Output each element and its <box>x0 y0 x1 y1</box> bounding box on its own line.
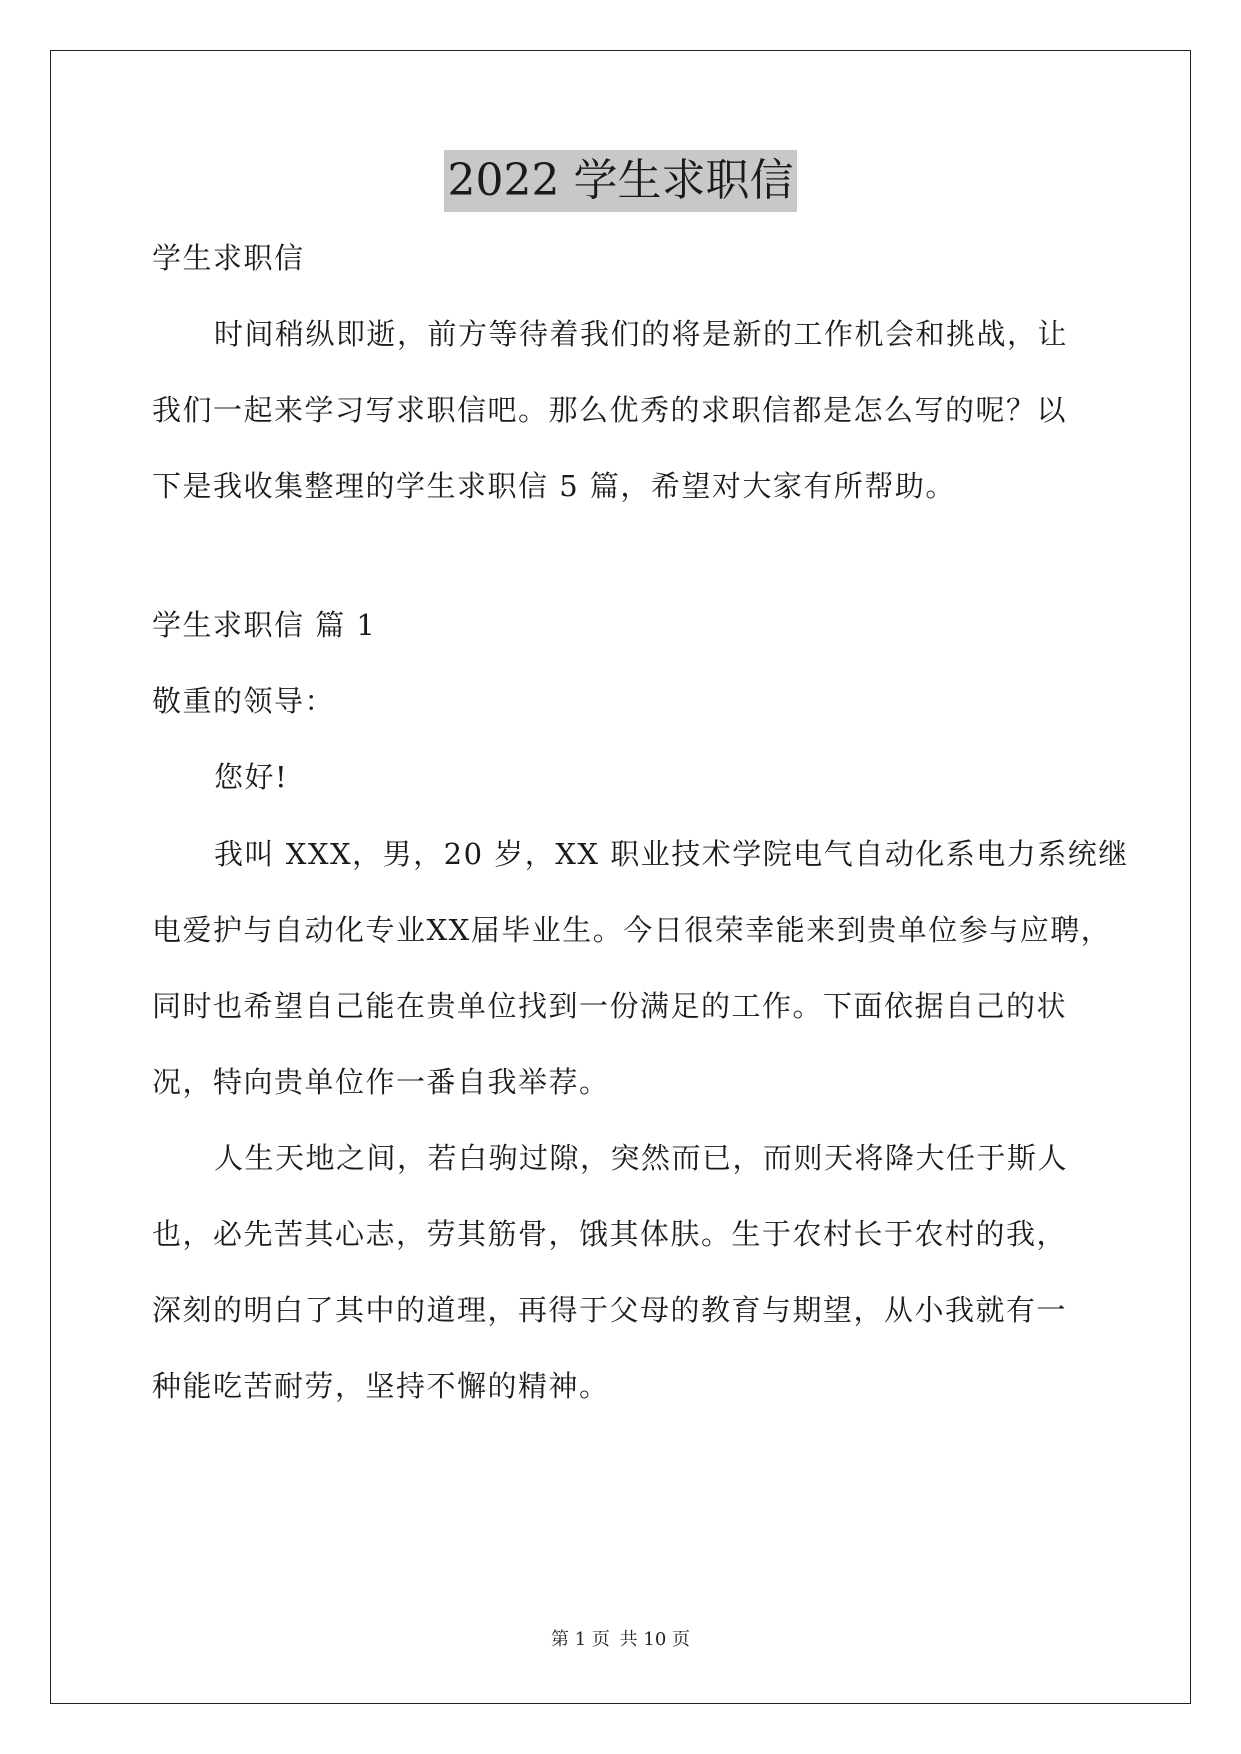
paragraph-line: 我叫 XXX，男，20 岁，XX 职业技术学院电气自动化系电力系统继 <box>214 837 1129 871</box>
paragraph-line: 电爱护与自动化专业XX届毕业生。今日很荣幸能来到贵单位参与应聘， <box>152 913 1112 947</box>
paragraph-line: 况，特向贵单位作一番自我举荐。 <box>152 1065 610 1099</box>
page-footer <box>0 1628 1241 1652</box>
page-border <box>50 50 1191 1704</box>
paragraph-line: 也，必先苦其心志，劳其筋骨，饿其体肤。生于农村长于农村的我， <box>152 1217 1068 1251</box>
paragraph-line: 我们一起来学习写求职信吧。那么优秀的求职信都是怎么写的呢？以 <box>152 393 1068 427</box>
paragraph-line: 下是我收集整理的学生求职信 5 篇，希望对大家有所帮助。 <box>152 469 956 503</box>
greeting: 您好! <box>214 760 289 794</box>
section-heading: 学生求职信 篇 1 <box>152 608 377 642</box>
paragraph-line: 深刻的明白了其中的道理，再得于父母的教育与期望，从小我就有一 <box>152 1293 1068 1327</box>
title-area <box>0 150 1241 212</box>
paragraph-line: 时间稍纵即逝，前方等待着我们的将是新的工作机会和挑战，让 <box>214 317 1069 351</box>
document-title: 2022 学生求职信 <box>444 150 798 212</box>
section-heading: 学生求职信 <box>152 241 305 275</box>
page-total: 共 10 页 <box>619 1629 690 1650</box>
paragraph-line: 人生天地之间，若白驹过隙，突然而已，而则天将降大任于斯人 <box>214 1141 1069 1175</box>
page-number: 第 1 页 <box>551 1629 610 1650</box>
paragraph-line: 种能吃苦耐劳，坚持不懈的精神。 <box>152 1369 610 1403</box>
salutation: 敬重的领导： <box>152 684 336 718</box>
paragraph-line: 同时也希望自己能在贵单位找到一份满足的工作。下面依据自己的状 <box>152 989 1068 1023</box>
